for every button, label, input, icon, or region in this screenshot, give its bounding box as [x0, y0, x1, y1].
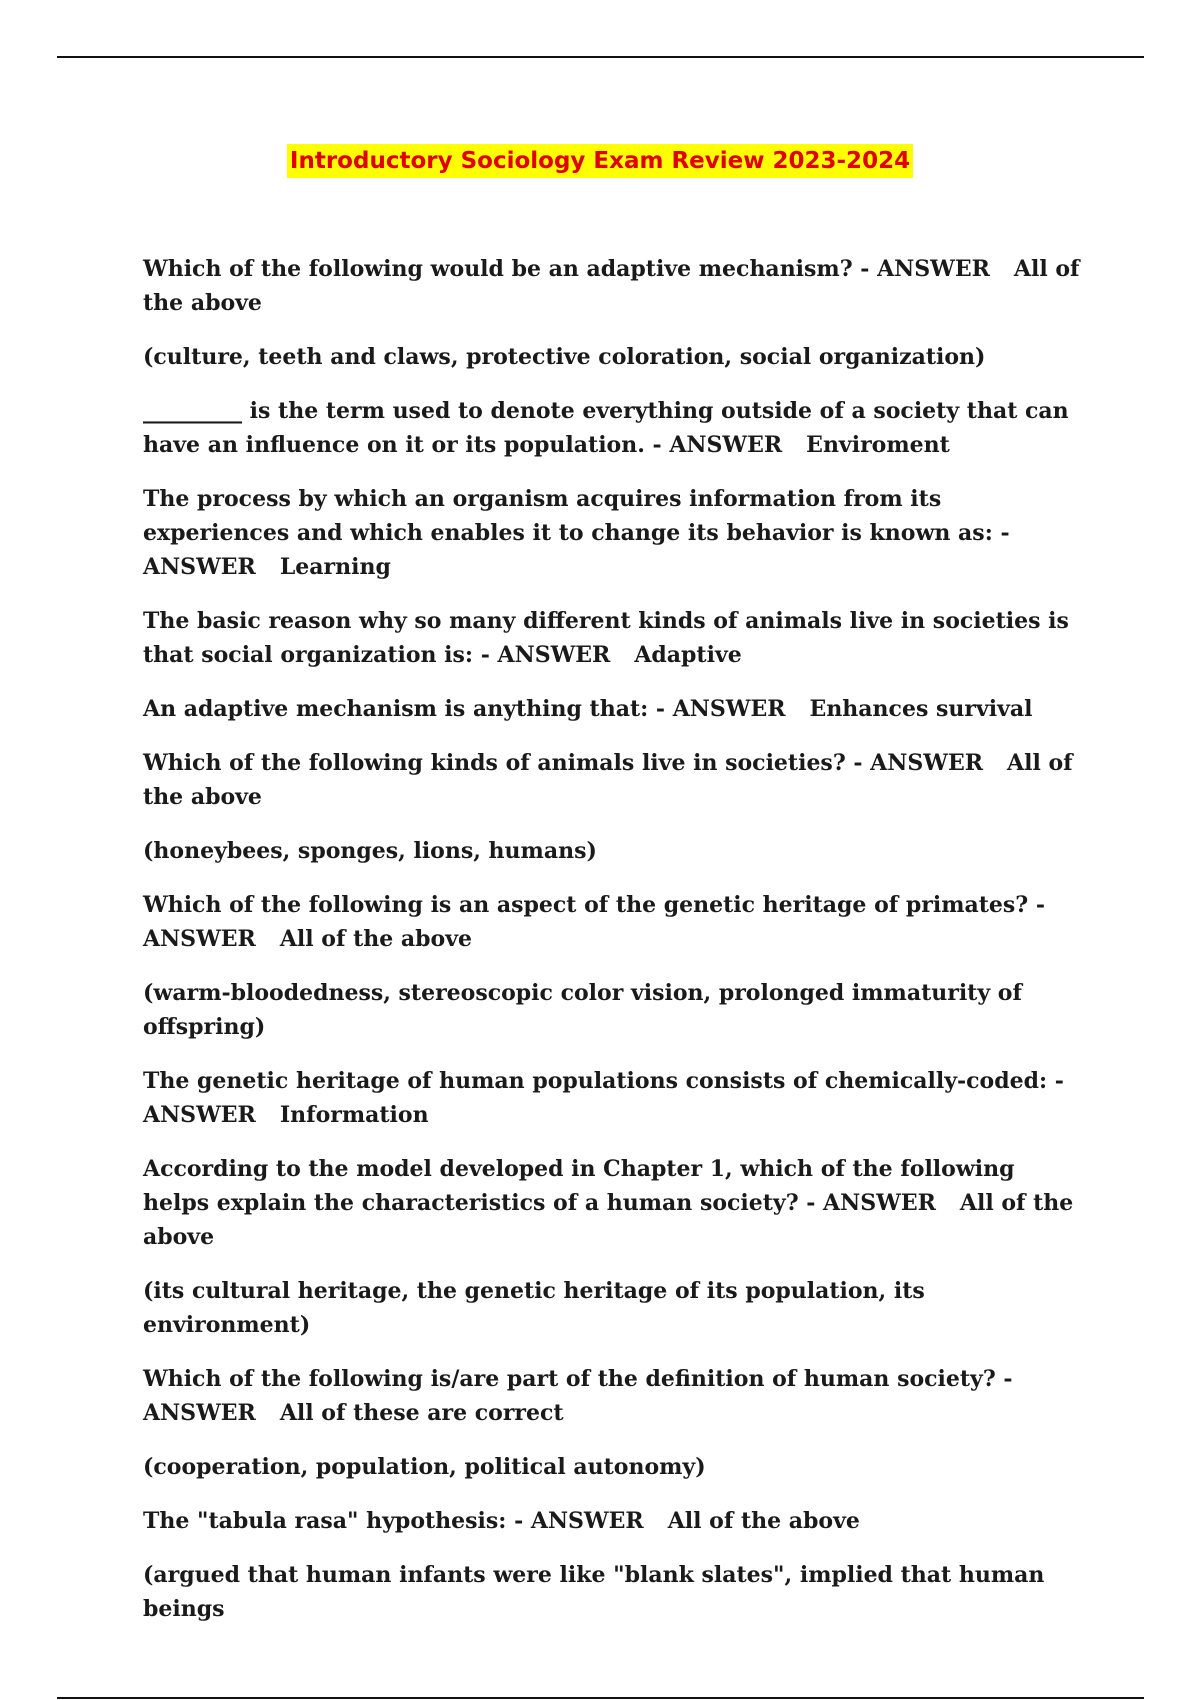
- answer-text: All of the above: [279, 926, 472, 952]
- answer-text: Adaptive: [634, 642, 742, 668]
- document-title: Introductory Sociology Exam Review 2023-2024: [287, 144, 913, 178]
- options-text: (honeybees, sponges, lions, humans): [143, 838, 597, 864]
- question-text: The process by which an organism acquires information from its experiences and which enables it to change its behavior is known as:: [143, 486, 993, 546]
- answer-text: Information: [279, 1102, 429, 1128]
- qa-item: [143, 1064, 1088, 1132]
- answer-label: - ANSWER: [806, 1190, 936, 1216]
- question-text: The "tabula rasa" hypothesis:: [143, 1508, 507, 1534]
- answer-label: - ANSWER: [143, 892, 1045, 952]
- options-text: (its cultural heritage, the genetic heritage of its population, its environment): [143, 1278, 925, 1338]
- question-text: _________ is the term used to denote everything outside of a society that can have an influence on it or its population.: [143, 398, 1069, 458]
- qa-item: [143, 394, 1088, 462]
- options-text: (argued that human infants were like "blank slates", implied that human beings: [143, 1562, 1045, 1622]
- answer-label: - ANSWER: [143, 1366, 1013, 1426]
- question-text: Which of the following would be an adaptive mechanism?: [143, 256, 853, 282]
- question-text: Which of the following is/are part of the definition of human society?: [143, 1366, 996, 1392]
- question-text: Which of the following kinds of animals live in societies?: [143, 750, 846, 776]
- answer-text: All of the above: [143, 1190, 1074, 1250]
- options-note: [143, 834, 1088, 868]
- qa-item: [143, 1152, 1088, 1254]
- question-list: [143, 252, 1088, 1646]
- qa-item: [143, 888, 1088, 956]
- question-text: According to the model developed in Chapter 1, which of the following helps explain the characteristics of a human society?: [143, 1156, 1015, 1216]
- answer-text: All of the above: [143, 750, 1073, 810]
- answer-label: - ANSWER: [853, 750, 984, 776]
- question-text: Which of the following is an aspect of the genetic heritage of primates?: [143, 892, 1029, 918]
- answer-text: All of the above: [667, 1508, 860, 1534]
- answer-label: - ANSWER: [652, 432, 783, 458]
- header-rule: [57, 56, 1144, 58]
- options-note: [143, 340, 1088, 374]
- footer-rule: [57, 1697, 1144, 1699]
- qa-item: [143, 482, 1088, 584]
- options-text: (cooperation, population, political autonomy): [143, 1454, 706, 1480]
- options-note: [143, 1274, 1088, 1342]
- qa-item: [143, 1504, 1088, 1538]
- qa-item: [143, 746, 1088, 814]
- qa-item: [143, 252, 1088, 320]
- answer-label: - ANSWER: [480, 642, 611, 668]
- answer-label: - ANSWER: [860, 256, 990, 282]
- answer-text: All of these are correct: [279, 1400, 564, 1426]
- answer-text: Learning: [279, 554, 391, 580]
- options-note: [143, 1558, 1088, 1626]
- options-note: [143, 1450, 1088, 1484]
- answer-text: All of the above: [143, 256, 1080, 316]
- qa-item: [143, 604, 1088, 672]
- question-text: The basic reason why so many different kinds of animals live in societies is that social organization is:: [143, 608, 1069, 668]
- answer-label: - ANSWER: [143, 1068, 1064, 1128]
- answer-label: - ANSWER: [655, 696, 786, 722]
- qa-item: [143, 692, 1088, 726]
- answer-label: - ANSWER: [514, 1508, 644, 1534]
- question-text: The genetic heritage of human populations consists of chemically-coded:: [143, 1068, 1048, 1094]
- qa-item: [143, 1362, 1088, 1430]
- options-text: (warm-bloodedness, stereoscopic color vision, prolonged immaturity of offspring): [143, 980, 1022, 1040]
- options-note: [143, 976, 1088, 1044]
- answer-label: - ANSWER: [143, 520, 1010, 580]
- answer-text: Enhances survival: [809, 696, 1033, 722]
- title-container: [0, 144, 1200, 178]
- question-text: An adaptive mechanism is anything that:: [143, 696, 649, 722]
- options-text: (culture, teeth and claws, protective coloration, social organization): [143, 344, 986, 370]
- answer-text: Enviroment: [806, 432, 950, 458]
